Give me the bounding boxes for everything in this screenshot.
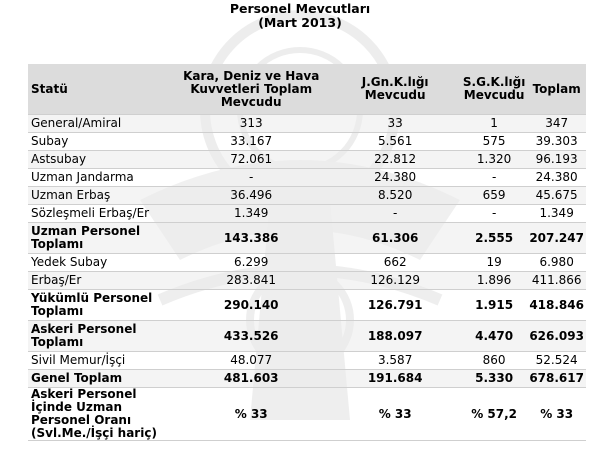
cell-sgk: 2.555 xyxy=(461,223,527,254)
cell-total: 411.866 xyxy=(527,272,586,290)
cell-kkk: 433.526 xyxy=(173,321,329,352)
row-label: Yedek Subay xyxy=(28,254,173,272)
table-row xyxy=(28,151,586,169)
cell-sgk: 5.330 xyxy=(461,370,527,388)
cell-jgnk: 5.561 xyxy=(329,133,461,151)
cell-jgnk: 126.129 xyxy=(329,272,461,290)
cell-sgk: 575 xyxy=(461,133,527,151)
table-row xyxy=(28,187,586,205)
cell-sgk: % 57,2 xyxy=(461,388,527,441)
cell-sgk: 1.320 xyxy=(461,151,527,169)
table-row-ratio xyxy=(28,388,586,441)
header-kkk: Kara, Deniz ve Hava Kuvvetleri Toplam Mevcudu xyxy=(173,64,329,115)
cell-sgk: 4.470 xyxy=(461,321,527,352)
cell-jgnk: 33 xyxy=(329,115,461,133)
cell-jgnk: - xyxy=(329,205,461,223)
cell-jgnk: 24.380 xyxy=(329,169,461,187)
row-label: Erbaş/Er xyxy=(28,272,173,290)
cell-total: % 33 xyxy=(527,388,586,441)
cell-jgnk: 22.812 xyxy=(329,151,461,169)
cell-total: 45.675 xyxy=(527,187,586,205)
table-row xyxy=(28,133,586,151)
cell-kkk: 1.349 xyxy=(173,205,329,223)
cell-sgk: 860 xyxy=(461,352,527,370)
cell-total: 52.524 xyxy=(527,352,586,370)
row-label: Uzman Erbaş xyxy=(28,187,173,205)
cell-kkk: 481.603 xyxy=(173,370,329,388)
cell-sgk: - xyxy=(461,205,527,223)
title-line-2: (Mart 2013) xyxy=(258,15,342,30)
cell-kkk: 313 xyxy=(173,115,329,133)
row-label: Sivil Memur/İşçi xyxy=(28,352,173,370)
cell-total: 678.617 xyxy=(527,370,586,388)
table-row xyxy=(28,272,586,290)
personnel-table xyxy=(28,64,586,441)
cell-total: 207.247 xyxy=(527,223,586,254)
cell-sgk: 1.896 xyxy=(461,272,527,290)
cell-total: 24.380 xyxy=(527,169,586,187)
cell-kkk: 48.077 xyxy=(173,352,329,370)
cell-jgnk: 662 xyxy=(329,254,461,272)
row-label: Yükümlü Personel Toplamı xyxy=(28,290,173,321)
cell-kkk: 72.061 xyxy=(173,151,329,169)
table-row xyxy=(28,254,586,272)
row-label: General/Amiral xyxy=(28,115,173,133)
cell-kkk: 6.299 xyxy=(173,254,329,272)
row-label: Sözleşmeli Erbaş/Er xyxy=(28,205,173,223)
row-label: Astsubay xyxy=(28,151,173,169)
cell-kkk: 143.386 xyxy=(173,223,329,254)
row-label: Subay xyxy=(28,133,173,151)
cell-kkk: 33.167 xyxy=(173,133,329,151)
cell-jgnk: 126.791 xyxy=(329,290,461,321)
cell-sgk: 1 xyxy=(461,115,527,133)
cell-kkk: 36.496 xyxy=(173,187,329,205)
page-title xyxy=(0,2,600,30)
title-line-1: Personel Mevcutları xyxy=(229,1,371,16)
cell-jgnk: 191.684 xyxy=(329,370,461,388)
header-total: Toplam xyxy=(527,64,586,115)
cell-jgnk: 188.097 xyxy=(329,321,461,352)
cell-kkk: 283.841 xyxy=(173,272,329,290)
table-row xyxy=(28,352,586,370)
header-status: Statü xyxy=(28,64,173,115)
header-jgnk: J.Gn.K.lığı Mevcudu xyxy=(329,64,461,115)
table-row-subtotal xyxy=(28,223,586,254)
cell-jgnk: 3.587 xyxy=(329,352,461,370)
cell-total: 6.980 xyxy=(527,254,586,272)
row-label: Uzman Personel Toplamı xyxy=(28,223,173,254)
table-row xyxy=(28,169,586,187)
header-row xyxy=(28,64,586,115)
cell-total: 626.093 xyxy=(527,321,586,352)
row-label: Askeri Personel İçinde Uzman Personel Oranı (Svl.Me./İşçi hariç) xyxy=(28,388,173,441)
header-sgk: S.G.K.lığı Mevcudu xyxy=(461,64,527,115)
cell-sgk: - xyxy=(461,169,527,187)
row-label: Uzman Jandarma xyxy=(28,169,173,187)
table-row xyxy=(28,205,586,223)
table-row-grand-total xyxy=(28,370,586,388)
table-row-subtotal xyxy=(28,290,586,321)
cell-kkk: 290.140 xyxy=(173,290,329,321)
cell-total: 39.303 xyxy=(527,133,586,151)
table-row-subtotal xyxy=(28,321,586,352)
cell-total: 418.846 xyxy=(527,290,586,321)
cell-sgk: 659 xyxy=(461,187,527,205)
row-label: Genel Toplam xyxy=(28,370,173,388)
cell-jgnk: 61.306 xyxy=(329,223,461,254)
cell-kkk: % 33 xyxy=(173,388,329,441)
cell-sgk: 19 xyxy=(461,254,527,272)
cell-kkk: - xyxy=(173,169,329,187)
cell-jgnk: 8.520 xyxy=(329,187,461,205)
cell-total: 96.193 xyxy=(527,151,586,169)
cell-sgk: 1.915 xyxy=(461,290,527,321)
table-row xyxy=(28,115,586,133)
cell-total: 1.349 xyxy=(527,205,586,223)
row-label: Askeri Personel Toplamı xyxy=(28,321,173,352)
cell-jgnk: % 33 xyxy=(329,388,461,441)
cell-total: 347 xyxy=(527,115,586,133)
